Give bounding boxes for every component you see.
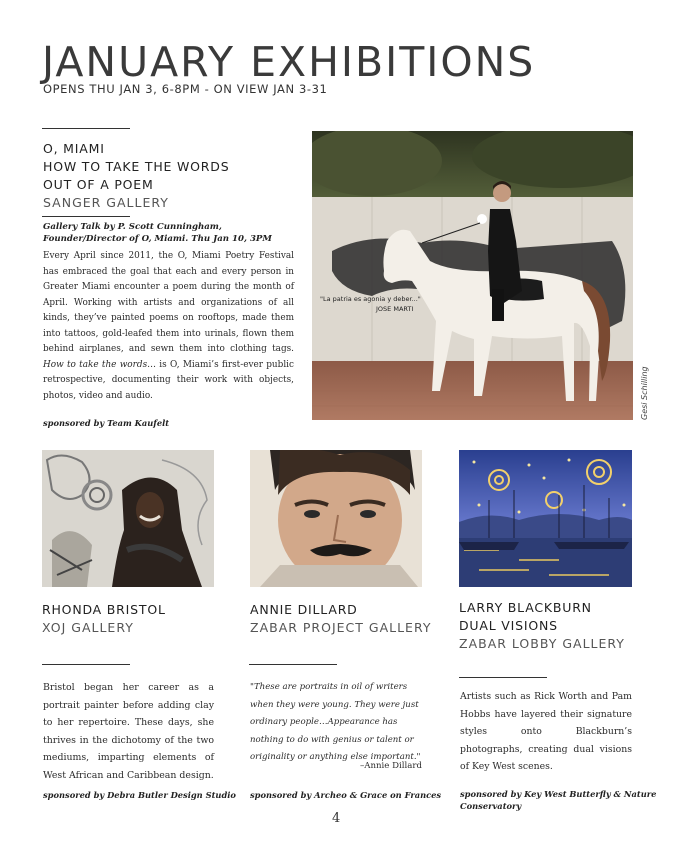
- divider: [249, 664, 337, 665]
- photo-credit: Gesi Schilling: [640, 366, 649, 420]
- column-body: Bristol began her career as a portrait painter before adding clay to her repertoire. These days, she thrives in the dichotomy of the two mediums, imparting elements of West African and Caribbean design.: [43, 682, 214, 781]
- sponsor-line: Conservatory: [460, 801, 522, 811]
- column-heading: [250, 601, 431, 637]
- gallery-talk-line: Gallery Talk by P. Scott Cunningham,: [43, 222, 222, 232]
- exhibition-title: HOW TO TAKE THE WORDS: [43, 159, 230, 174]
- exhibition-title: OUT OF A POEM: [43, 177, 154, 192]
- annie-dillard-artwork: [250, 450, 422, 587]
- page-number: 4: [332, 811, 341, 826]
- larry-blackburn-artwork: [459, 450, 632, 587]
- mural-signature: JOSE MARTI: [376, 305, 414, 313]
- sponsor-line: sponsored by Key West Butterfly & Nature: [460, 789, 657, 799]
- artist-name: LARRY BLACKBURN: [459, 600, 592, 615]
- feature-body-text: Every April since 2011, the O, Miami Poetry Festival has embraced the goal that each and every person in Greater Miami encounter a poem during the month of April. Working with artists and organizations of all kinds, they’ve painted poems on rooftops, made them into tattoos, gold-leafed them into urinals, flown them behind airplanes, and sewn them into clothing tags.: [43, 251, 294, 354]
- exhibition-title: DUAL VISIONS: [459, 618, 558, 633]
- gallery-name: ZABAR LOBBY GALLERY: [459, 636, 625, 651]
- feature-body-italic: How to take the words…: [43, 359, 157, 370]
- gallery-talk-line: Founder/Director of O, Miami. Thu Jan 10, 3PM: [43, 234, 272, 244]
- gallery-name: ZABAR PROJECT GALLERY: [250, 620, 432, 635]
- column-heading: [42, 601, 166, 637]
- column-body: Artists such as Rick Worth and Pam Hobbs have layered their signature styles onto Blackburn’s photographs, creating dual visions of Key West scenes.: [460, 691, 632, 772]
- sponsor-credit: [460, 788, 670, 812]
- gallery-name: XOJ GALLERY: [42, 620, 134, 635]
- gallery-name: SANGER GALLERY: [43, 195, 169, 210]
- feature-body: [43, 249, 294, 404]
- artist-name: RHONDA BRISTOL: [42, 602, 166, 617]
- page-title: JANUARY EXHIBITIONS: [42, 38, 536, 86]
- artist-name: O, MIAMI: [43, 141, 105, 156]
- divider: [42, 128, 130, 129]
- sponsor-credit: sponsored by Archeo & Grace on Frances: [250, 790, 442, 800]
- sponsor-credit: sponsored by Team Kaufelt: [43, 418, 170, 428]
- rhonda-bristol-artwork: [42, 450, 214, 587]
- mural-quote: "La patria es agonia y deber...": [320, 295, 421, 303]
- artist-name: ANNIE DILLARD: [250, 602, 358, 617]
- divider: [42, 664, 130, 665]
- artist-quote: "These are portraits in oil of writers when they were young. They were just ordinary people…Appearance has nothing to do with genius or talent or originality or anything else important.": [250, 682, 421, 762]
- divider: [42, 216, 130, 217]
- page-subtitle: OPENS THU JAN 3, 6-8PM - ON VIEW JAN 3-31: [43, 82, 328, 96]
- sponsor-credit: sponsored by Debra Butler Design Studio: [43, 790, 236, 800]
- column-heading: [459, 599, 625, 653]
- feature-heading: [43, 140, 229, 212]
- horse-rider-photo: [312, 131, 633, 420]
- gallery-talk: [43, 221, 299, 245]
- quote-attribution: –Annie Dillard: [359, 761, 422, 771]
- feature-body-text: is O, Miami’s first-ever public retrospective, documenting their work with objects, photos, video and audio.: [43, 359, 294, 401]
- divider: [459, 677, 547, 678]
